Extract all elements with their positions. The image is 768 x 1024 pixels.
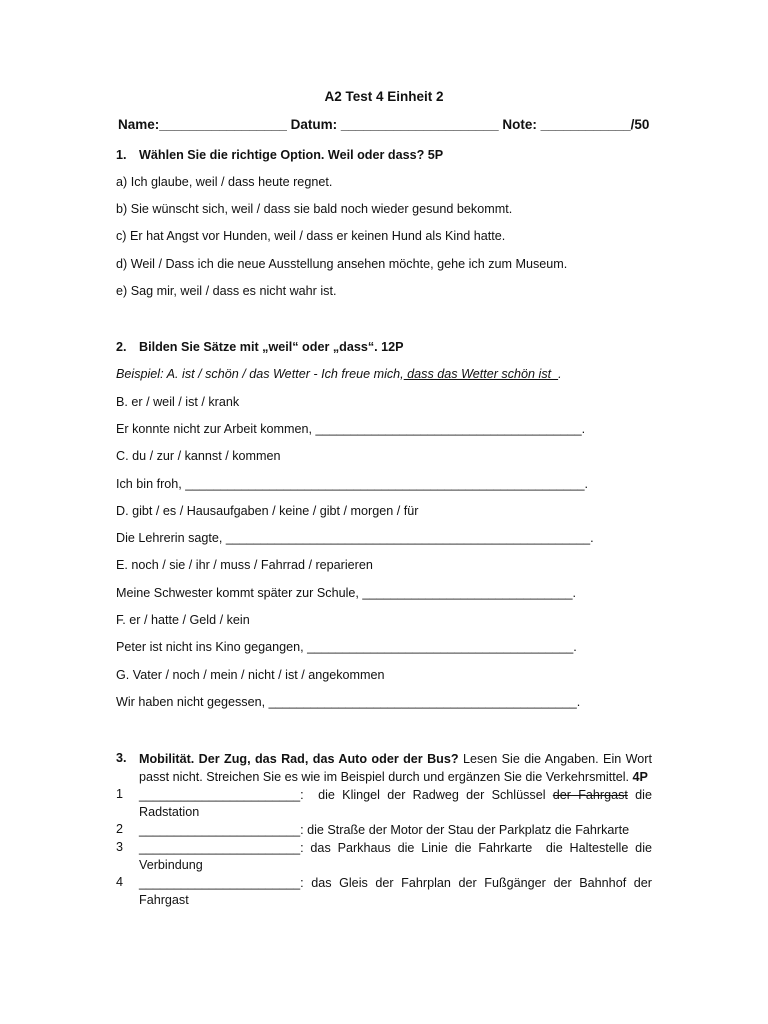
q3-row-text xyxy=(139,840,652,858)
q1-item-a: a) Ich glaube, weil / dass heute regnet. xyxy=(116,175,333,189)
q3-struck-word: der Fahrgast xyxy=(552,788,628,802)
page-title: A2 Test 4 Einheit 2 xyxy=(324,89,444,104)
q3-row-number: 1 xyxy=(116,787,124,801)
q2-example-prompt: Beispiel: A. ist / schön / das Wetter - Ich freue mich, xyxy=(116,367,404,381)
q3-answer-blank: _______________________: xyxy=(139,788,304,802)
q1-item-e: e) Sag mir, weil / dass es nicht wahr ist. xyxy=(116,284,337,298)
q3-row-number: 3 xyxy=(116,840,124,854)
q3-number: 3. xyxy=(116,751,127,765)
q3-word-list: das Gleis der Fahrplan der Fußgänger der Bahnhof der xyxy=(303,876,652,890)
q2-answer-line-f: Peter ist nicht ins Kino gegangen, ______________________________________. xyxy=(116,640,577,654)
q3-heading-instructions: Lesen Sie die Angaben. Ein Wort passt nicht. Streichen Sie es wie im Beispiel durch und ergänzen Sie die Verkehrsmittel. xyxy=(139,752,652,784)
q2-prompt-d: D. gibt / es / Hausaufgaben / keine / gibt / morgen / für xyxy=(116,504,419,518)
q3-answer-blank: _______________________: xyxy=(139,841,304,855)
q3-word-list: das Parkhaus die Linie die Fahrkarte die Haltestelle die xyxy=(303,841,652,855)
q2-prompt-c: C. du / zur / kannst / kommen xyxy=(116,449,281,463)
q1-item-c: c) Er hat Angst vor Hunden, weil / dass er keinen Hund als Kind hatte. xyxy=(116,229,506,243)
q3-points: 4P xyxy=(629,769,648,784)
q2-answer-line-e: Meine Schwester kommt später zur Schule, ______________________________. xyxy=(116,586,576,600)
q3-heading-bold: Mobilität. Der Zug, das Rad, das Auto oder der Bus? xyxy=(139,752,459,766)
q1-item-b: b) Sie wünscht sich, weil / dass sie bald noch wieder gesund bekommt. xyxy=(116,202,513,216)
q3-answer-blank: _______________________: xyxy=(139,876,304,890)
q2-prompt-f: F. er / hatte / Geld / kein xyxy=(116,613,250,627)
q3-row-text xyxy=(139,822,652,840)
q3-row-text xyxy=(139,875,652,893)
q2-prompt-g: G. Vater / noch / mein / nicht / ist / angekommen xyxy=(116,668,385,682)
q2-heading-text: Bilden Sie Sätze mit „weil“ oder „dass“. 12P xyxy=(139,340,404,354)
q1-heading xyxy=(116,148,443,162)
q3-row-number: 2 xyxy=(116,822,124,836)
q2-answer-line-b: Er konnte nicht zur Arbeit kommen, ______________________________________. xyxy=(116,422,586,436)
q3-word-list: die Klingel der Radweg der Schlüssel xyxy=(303,788,553,802)
q1-item-d: d) Weil / Dass ich die neue Ausstellung ansehen möchte, gehe ich zum Museum. xyxy=(116,257,568,271)
student-info-header: Name:_________________ Datum: _____________________ Note: ____________/50 xyxy=(118,117,650,132)
q2-number: 2. xyxy=(116,340,127,354)
q2-heading xyxy=(116,340,404,354)
q3-heading-text xyxy=(139,751,652,786)
q3-row-wrap: Radstation xyxy=(139,805,200,819)
q1-heading-text: Wählen Sie die richtige Option. Weil oder dass? 5P xyxy=(139,148,444,162)
q2-answer-line-c: Ich bin froh, _________________________________________________________. xyxy=(116,477,589,491)
q2-prompt-b: B. er / weil / ist / krank xyxy=(116,395,240,409)
q3-row-number: 4 xyxy=(116,875,124,889)
q3-word-list: die Straße der Motor der Stau der Parkplatz die Fahrkarte xyxy=(303,823,630,837)
q1-number: 1. xyxy=(116,148,127,162)
q2-answer-line-d: Die Lehrerin sagte, ____________________________________________________. xyxy=(116,531,594,545)
q3-word-list-end: die xyxy=(627,788,652,802)
q2-answer-line-g: Wir haben nicht gegessen, ____________________________________________. xyxy=(116,695,581,709)
q3-row-text xyxy=(139,787,652,805)
q3-row-wrap: Fahrgast xyxy=(139,893,189,907)
q2-example-period: . xyxy=(558,367,562,381)
q2-example-answer: dass das Wetter schön ist xyxy=(403,367,559,381)
q3-answer-blank: _______________________: xyxy=(139,823,304,837)
q2-prompt-e: E. noch / sie / ihr / muss / Fahrrad / reparieren xyxy=(116,558,373,572)
q2-example xyxy=(116,367,562,381)
q3-row-wrap: Verbindung xyxy=(139,858,203,872)
